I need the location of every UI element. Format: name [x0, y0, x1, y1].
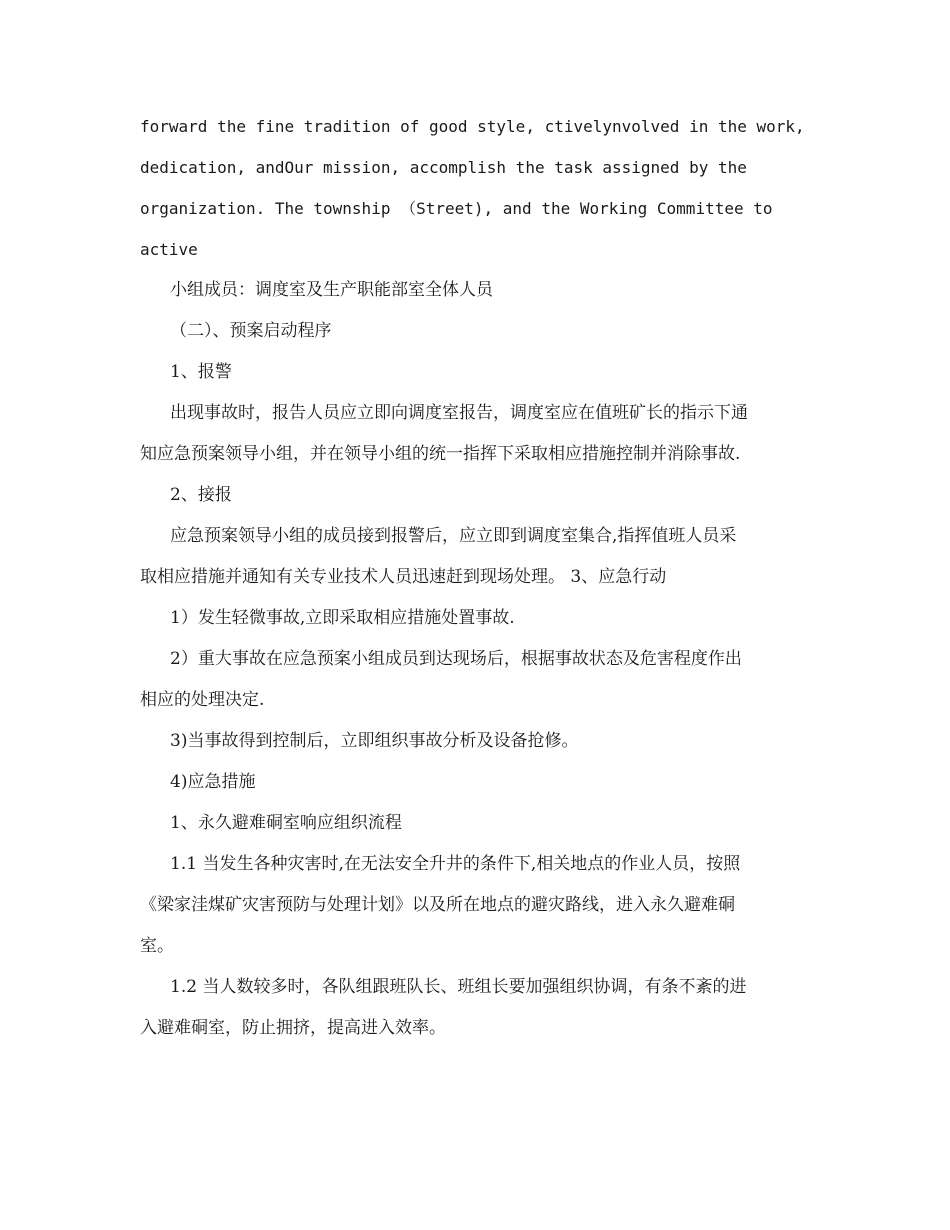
measure-1-2-line-1: 1.2 当人数较多时，各队组跟班队长、班组长要加强组织协调，有条不紊的进 [170, 977, 747, 997]
action-2-line-1: 2）重大事故在应急预案小组成员到达现场后，根据事故状态及危害程度作出 [170, 649, 742, 669]
item-1-body-line-1: 出现事故时，报告人员应立即向调度室报告，调度室应在值班矿长的指示下通 [170, 403, 748, 423]
action-3-line: 3)当事故得到控制后，立即组织事故分析及设备抢修。 [170, 731, 579, 751]
measure-1-1-line-1: 1.1 当发生各种灾害时,在无法安全升井的条件下,相关地点的作业人员，按照 [170, 854, 741, 874]
item-1-heading: 1、报警 [170, 362, 232, 382]
measure-1-1-line-2: 《梁家洼煤矿灾害预防与处理计划》以及所在地点的避灾路线，进入永久避难硐 [140, 895, 735, 915]
measure-1-1-line-3: 室。 [140, 936, 174, 956]
measure-1-2-line-2: 入避难硐室，防止拥挤，提高进入效率。 [140, 1018, 446, 1038]
action-1-line: 1）发生轻微事故,立即采取相应措施处置事故. [170, 608, 515, 628]
document-body [140, 106, 812, 1049]
english-paragraph-line-4: active [140, 240, 198, 259]
group-members-line: 小组成员：调度室及生产职能部室全体人员 [170, 280, 493, 300]
section-two-heading: （二）、预案启动程序 [170, 321, 332, 341]
item-1-body-line-2: 知应急预案领导小组，并在领导小组的统一指挥下采取相应措施控制并消除事故. [140, 444, 741, 464]
english-paragraph-line-2: dedication, andOur mission, accomplish the task assigned by the [140, 158, 747, 177]
item-2-body-line-1: 应急预案领导小组的成员接到报警后，应立即到调度室集合,指挥值班人员采 [170, 526, 737, 546]
item-2-heading: 2、接报 [170, 485, 232, 505]
action-4-line: 4)应急措施 [170, 772, 256, 792]
english-paragraph-line-1: forward the fine tradition of good style, ctivelynvolved in the work, [140, 117, 805, 136]
action-2-line-2: 相应的处理决定. [140, 690, 265, 710]
english-paragraph-line-3: organization. The township （Street), and the Working Committee to [140, 199, 773, 218]
item-2-body-line-2: 取相应措施并通知有关专业技术人员迅速赶到现场处理。 3、应急行动 [140, 567, 667, 587]
measure-1-heading: 1、永久避难硐室响应组织流程 [170, 813, 402, 833]
